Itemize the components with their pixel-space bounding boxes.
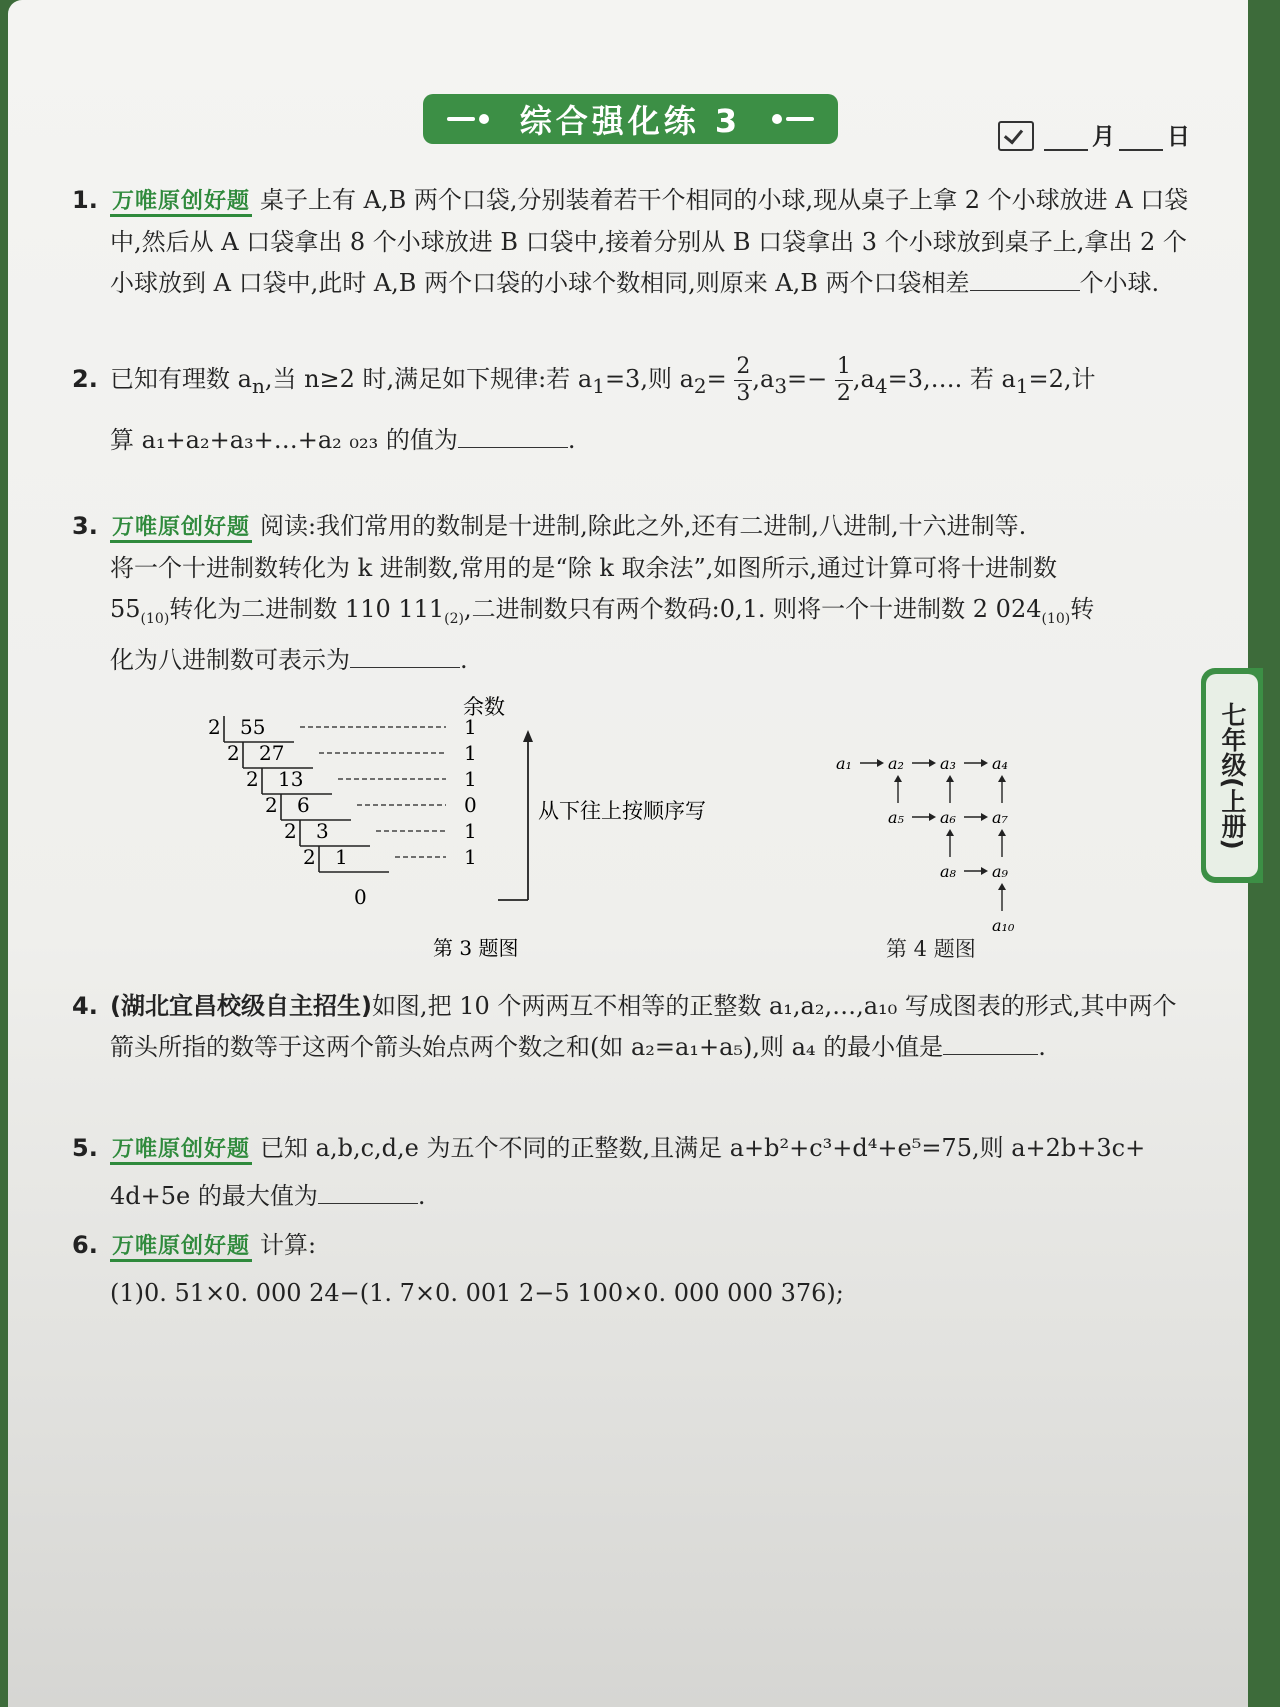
day-blank: [1119, 149, 1163, 151]
order-arrow-head: [523, 730, 533, 742]
q3-line2: 将一个十进制数转化为 k 进制数,常用的是“除 k 取余法”,如图所示,通过计算可将十进制数: [110, 554, 1058, 582]
fraction-1-2: [835, 354, 853, 407]
question-source: (湖北宜昌校级自主招生): [110, 992, 372, 1020]
divisor: 2: [208, 715, 221, 739]
grid-label-a4: a₄: [992, 754, 1008, 773]
up-arrow-head: [998, 883, 1006, 890]
q2-text: ,a: [752, 365, 775, 393]
up-arrow-head: [946, 775, 954, 782]
base-subscript: (2): [444, 610, 465, 627]
grade-label: 七年级(上册): [1206, 674, 1258, 877]
remainder-value: 0: [464, 793, 477, 817]
banner-right-decoration: [786, 117, 814, 121]
quotient-value: 0: [354, 885, 367, 909]
remainder-value: 1: [464, 741, 477, 765]
divisor: 2: [246, 767, 259, 791]
base-subscript: (10): [1041, 610, 1071, 627]
answer-blank: [970, 266, 1080, 291]
original-tag: 万唯原创好题: [110, 515, 252, 543]
quotient-value: 6: [297, 793, 310, 817]
workbook-page: [8, 0, 1248, 1707]
remainder-value: 1: [464, 715, 477, 739]
quotient-value: 1: [335, 845, 348, 869]
right-arrow-head: [929, 759, 936, 767]
divisor: 2: [284, 819, 297, 843]
date-field: [998, 118, 1190, 151]
q2-text: 已知有理数 a: [110, 365, 252, 393]
question-number: 2.: [72, 365, 98, 393]
question-number: 5.: [72, 1134, 98, 1162]
denominator: 2: [836, 381, 851, 406]
q2-after: .: [567, 425, 576, 454]
question-4: [72, 986, 1192, 1068]
grid-label-a8: a₈: [940, 862, 956, 881]
right-arrow-head: [981, 813, 988, 821]
divisor: 2: [303, 845, 316, 869]
divisor: 2: [265, 793, 278, 817]
remainder-value: 1: [464, 819, 477, 843]
q2-text: =3,则 a: [604, 365, 694, 393]
question-number: 1.: [72, 186, 98, 214]
q6-line2: (1)0. 51×0. 000 24−(1. 7×0. 001 2−5 100×0. 000 000 376);: [110, 1279, 844, 1307]
question-6: [72, 1222, 1192, 1316]
answer-blank: [458, 423, 568, 448]
figure-4-caption: 第 4 题图: [886, 937, 976, 961]
q2-text: ,a: [852, 365, 875, 393]
grid-label-a2: a₂: [888, 754, 904, 773]
q3-after: .: [460, 645, 468, 674]
numerator: 1: [836, 354, 851, 379]
remainder-label: 余数: [463, 695, 505, 719]
q3-line4: 化为八进制数可表示为: [110, 645, 350, 674]
day-label: 日: [1167, 124, 1190, 150]
exercise-title: 综合强化练 3: [519, 102, 742, 140]
banner-right-dot: [772, 114, 782, 124]
quotient-value: 27: [259, 741, 285, 765]
right-arrow-head: [929, 813, 936, 821]
order-note: 从下往上按顺序写: [538, 799, 706, 823]
grid-label-a3: a₃: [940, 754, 956, 773]
q3-line3: 转化为二进制数 110 111: [169, 595, 445, 623]
up-arrow-head: [998, 775, 1006, 782]
figure-3-caption: 第 3 题图: [433, 936, 519, 960]
grid-label-a9: a₉: [992, 862, 1008, 881]
ladder-rows: [208, 715, 477, 909]
question-3: [72, 506, 1192, 681]
question-2: 2. 已知有理数 $a_n$,当 n≥2 时,满足如下规律:若 $a_1=3$,则 $a_2=$ $\frac{2}{3}$ $,a_3=-$ $\frac{1}{2}$ $,a_4=3,\dots$. 若 $a_1=2$,计 算 a₁+a₂+a₃+…+a₂ ₀₂₃ 的值为 .: [72, 354, 1096, 454]
q3-line3: 转: [1070, 595, 1095, 623]
month-label: 月: [1092, 124, 1115, 150]
question-number: 3.: [72, 512, 98, 540]
question-text-after: 个小球.: [1079, 269, 1160, 297]
answer-blank: [943, 1030, 1038, 1055]
q5-line1: 已知 a,b,c,d,e 为五个不同的正整数,且满足 a+b²+c³+d⁴+e⁵=75,则 a+2b+3c+: [260, 1134, 1146, 1162]
answer-blank: [350, 643, 460, 668]
quotient-value: 55: [240, 715, 266, 739]
q5-line2: 4d+5e 的最大值为: [110, 1182, 318, 1210]
remainder-value: 1: [464, 845, 477, 869]
question-number: 4.: [72, 992, 98, 1020]
calendar-check-icon: [998, 121, 1034, 151]
base-subscript: (10): [140, 610, 170, 627]
up-arrow-head: [946, 829, 954, 836]
q2-text: =3,…. 若 a: [887, 365, 1016, 393]
remainder-value: 1: [464, 767, 477, 791]
figure-3-division-ladder: [208, 690, 728, 960]
q2-text: =−: [787, 365, 828, 393]
original-tag: 万唯原创好题: [110, 1234, 252, 1262]
up-arrow-head: [998, 829, 1006, 836]
grid-label-a5: a₅: [888, 808, 904, 827]
divisor: 2: [227, 741, 240, 765]
q5-after: .: [417, 1182, 426, 1210]
original-tag: 万唯原创好题: [110, 189, 252, 217]
original-tag: 万唯原创好题: [110, 1137, 252, 1165]
q2-text: =2,计: [1028, 365, 1096, 393]
q4-after: .: [1038, 1033, 1046, 1061]
figure-4-arrow-grid: [828, 745, 1068, 945]
grid-nodes: [836, 754, 1015, 935]
month-blank: [1044, 149, 1088, 151]
answer-blank: [318, 1179, 418, 1204]
right-arrow-head: [877, 759, 884, 767]
fraction-2-3: [734, 354, 752, 407]
exercise-title-banner: [423, 94, 838, 144]
quotient-value: 3: [316, 819, 329, 843]
grid-label-a10: a₁₀: [992, 916, 1015, 935]
question-text: 桌子上有 A,B 两个口袋,分别装着若干个相同的小球,现从桌子上拿 2 个小球放进 A 口袋中,然后从 A 口袋拿出 8 个小球放进 B 口袋中,接着分别从 B 口袋拿出 3 个小球放到桌子上,拿出 2 个小球放到 A 口袋中,此时 A,B 两个口袋的小球个数相同,则原来 A,B 两个口袋相差: [110, 186, 1189, 297]
grid-label-a1: a₁: [836, 754, 852, 773]
q2-text: =: [706, 365, 727, 393]
banner-left-dot: [479, 114, 489, 124]
numerator: 2: [736, 354, 751, 379]
question-5: [72, 1125, 1192, 1220]
q4-text: 如图,把 10 个两两互不相等的正整数 a₁,a₂,…,a₁₀ 写成图表的形式,其中两个箭头所指的数等于这两个箭头始点两个数之和(如 a₂=a₁+a₅),则 a₄ 的最小值是: [110, 992, 1177, 1061]
q3-line1: 阅读:我们常用的数制是十进制,除此之外,还有二进制,八进制,十六进制等.: [260, 512, 1027, 540]
right-arrow-head: [981, 759, 988, 767]
q2-line2: 算 a₁+a₂+a₃+…+a₂ ₀₂₃ 的值为: [110, 425, 458, 454]
grid-label-a6: a₆: [940, 808, 956, 827]
denominator: 3: [736, 381, 751, 406]
question-1: [72, 180, 1192, 304]
q2-text: ,当 n≥2 时,满足如下规律:若 a: [264, 365, 593, 393]
q3-line3: 55: [110, 595, 141, 623]
grid-label-a7: a₇: [992, 808, 1008, 827]
quotient-value: 13: [278, 767, 304, 791]
q6-line1: 计算:: [260, 1231, 317, 1259]
q3-line3: ,二进制数只有两个数码:0,1. 则将一个十进制数 2 024: [464, 595, 1042, 623]
right-arrow-head: [981, 867, 988, 875]
grade-side-tab: [1201, 668, 1263, 883]
banner-left-decoration: [447, 117, 475, 121]
question-number: 6.: [72, 1231, 98, 1259]
up-arrow-head: [894, 775, 902, 782]
